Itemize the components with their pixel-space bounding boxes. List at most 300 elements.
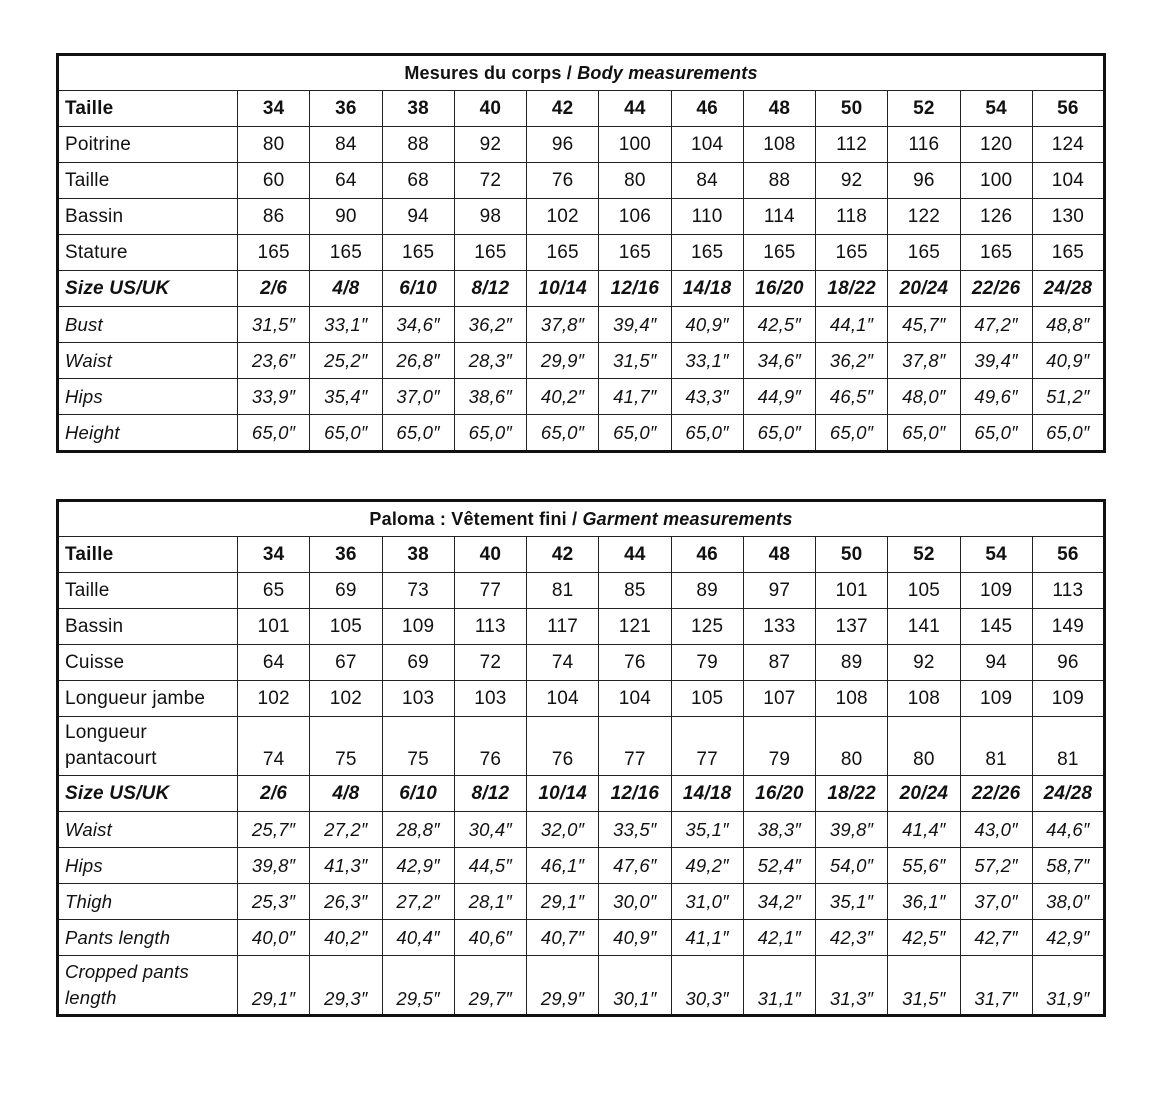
value-cell: 65,0″	[382, 415, 454, 452]
value-cell: 145	[960, 609, 1032, 645]
value-cell: 32,0″	[527, 812, 599, 848]
table-title-en: Garment measurements	[582, 508, 793, 529]
value-cell: 41,3″	[310, 848, 382, 884]
value-cell: 65	[238, 573, 310, 609]
value-cell: 34,6″	[743, 343, 815, 379]
value-cell: 65,0″	[310, 415, 382, 452]
value-cell: 39,8″	[238, 848, 310, 884]
value-cell: 31,5″	[599, 343, 671, 379]
value-cell: 64	[238, 645, 310, 681]
size-cell: 12/16	[599, 271, 671, 307]
value-cell: 117	[527, 609, 599, 645]
value-cell: 72	[454, 645, 526, 681]
value-cell: 108	[743, 127, 815, 163]
value-cell: 104	[1032, 163, 1104, 199]
value-cell: 49,6″	[960, 379, 1032, 415]
size-cell: 56	[1032, 91, 1104, 127]
value-cell: 35,1″	[671, 812, 743, 848]
value-cell: 40,7″	[527, 920, 599, 956]
body-measurements-table	[56, 53, 1106, 453]
value-cell: 103	[454, 681, 526, 717]
value-cell: 58,7″	[1032, 848, 1104, 884]
value-cell: 30,1″	[599, 956, 671, 1016]
value-cell: 94	[960, 645, 1032, 681]
value-cell: 40,4″	[382, 920, 454, 956]
value-cell: 110	[671, 199, 743, 235]
row-label: Bust	[58, 307, 238, 343]
value-cell: 44,5″	[454, 848, 526, 884]
value-cell: 165	[599, 235, 671, 271]
value-cell: 98	[454, 199, 526, 235]
row-label: Taille	[58, 537, 238, 573]
value-cell: 108	[816, 681, 888, 717]
value-cell: 40,2″	[310, 920, 382, 956]
size-cell: 54	[960, 537, 1032, 573]
value-cell: 80	[888, 717, 960, 776]
value-cell: 80	[238, 127, 310, 163]
value-cell: 41,7″	[599, 379, 671, 415]
value-cell: 42,1″	[743, 920, 815, 956]
value-cell: 42,9″	[382, 848, 454, 884]
table-row	[58, 717, 1105, 776]
value-cell: 40,2″	[527, 379, 599, 415]
row-label: Stature	[58, 235, 238, 271]
value-cell: 126	[960, 199, 1032, 235]
value-cell: 114	[743, 199, 815, 235]
row-label: Waist	[58, 343, 238, 379]
size-cell: 4/8	[310, 271, 382, 307]
value-cell: 55,6″	[888, 848, 960, 884]
size-cell: 46	[671, 537, 743, 573]
size-cell: 10/14	[527, 776, 599, 812]
value-cell: 29,1″	[527, 884, 599, 920]
value-cell: 40,9″	[1032, 343, 1104, 379]
row-label: Waist	[58, 812, 238, 848]
value-cell: 165	[1032, 235, 1104, 271]
size-cell: 10/14	[527, 271, 599, 307]
value-cell: 105	[671, 681, 743, 717]
value-cell: 97	[743, 573, 815, 609]
value-cell: 87	[743, 645, 815, 681]
value-cell: 45,7″	[888, 307, 960, 343]
value-cell: 109	[1032, 681, 1104, 717]
value-cell: 102	[527, 199, 599, 235]
value-cell: 96	[1032, 645, 1104, 681]
value-cell: 77	[454, 573, 526, 609]
size-cell: 48	[743, 537, 815, 573]
size-cell: 36	[310, 537, 382, 573]
row-label: Taille	[58, 573, 238, 609]
value-cell: 121	[599, 609, 671, 645]
row-label: Size US/UK	[58, 271, 238, 307]
value-cell: 34,6″	[382, 307, 454, 343]
value-cell: 60	[238, 163, 310, 199]
value-cell: 74	[527, 645, 599, 681]
value-cell: 120	[960, 127, 1032, 163]
value-cell: 37,0″	[960, 884, 1032, 920]
value-cell: 165	[454, 235, 526, 271]
value-cell: 84	[671, 163, 743, 199]
value-cell: 81	[1032, 717, 1104, 776]
row-label: Taille	[58, 91, 238, 127]
table-title-fr: Mesures du corps /	[404, 62, 578, 83]
value-cell: 73	[382, 573, 454, 609]
value-cell: 33,9″	[238, 379, 310, 415]
row-label: Poitrine	[58, 127, 238, 163]
value-cell: 105	[888, 573, 960, 609]
value-cell: 80	[816, 717, 888, 776]
row-label: Cuisse	[58, 645, 238, 681]
value-cell: 31,3″	[816, 956, 888, 1016]
table-title-en: Body measurements	[577, 62, 758, 83]
table-row	[58, 343, 1105, 379]
size-cell: 8/12	[454, 271, 526, 307]
size-cell: 42	[527, 91, 599, 127]
value-cell: 130	[1032, 199, 1104, 235]
table-row	[58, 956, 1105, 1016]
value-cell: 112	[816, 127, 888, 163]
value-cell: 76	[527, 717, 599, 776]
value-cell: 67	[310, 645, 382, 681]
size-cell: 34	[238, 537, 310, 573]
value-cell: 23,6″	[238, 343, 310, 379]
value-cell: 57,2″	[960, 848, 1032, 884]
value-cell: 76	[599, 645, 671, 681]
size-cell: 54	[960, 91, 1032, 127]
table-row	[58, 573, 1105, 609]
value-cell: 108	[888, 681, 960, 717]
value-cell: 106	[599, 199, 671, 235]
value-cell: 41,1″	[671, 920, 743, 956]
table-row	[58, 127, 1105, 163]
size-cell: 8/12	[454, 776, 526, 812]
value-cell: 27,2″	[382, 884, 454, 920]
value-cell: 165	[816, 235, 888, 271]
value-cell: 88	[382, 127, 454, 163]
size-cell: 52	[888, 537, 960, 573]
value-cell: 29,5″	[382, 956, 454, 1016]
value-cell: 37,8″	[888, 343, 960, 379]
value-cell: 101	[238, 609, 310, 645]
value-cell: 79	[671, 645, 743, 681]
value-cell: 43,0″	[960, 812, 1032, 848]
value-cell: 46,1″	[527, 848, 599, 884]
size-cell: 44	[599, 537, 671, 573]
value-cell: 30,4″	[454, 812, 526, 848]
row-label: Height	[58, 415, 238, 452]
value-cell: 105	[310, 609, 382, 645]
value-cell: 31,0″	[671, 884, 743, 920]
value-cell: 65,0″	[743, 415, 815, 452]
value-cell: 27,2″	[310, 812, 382, 848]
table-row	[58, 681, 1105, 717]
value-cell: 54,0″	[816, 848, 888, 884]
size-cell: 14/18	[671, 776, 743, 812]
value-cell: 35,4″	[310, 379, 382, 415]
table-row	[58, 848, 1105, 884]
garment-measurements-body	[58, 501, 1105, 1016]
value-cell: 26,8″	[382, 343, 454, 379]
table-row	[58, 884, 1105, 920]
value-cell: 33,1″	[671, 343, 743, 379]
size-cell: 2/6	[238, 271, 310, 307]
value-cell: 41,4″	[888, 812, 960, 848]
body-measurements-body	[58, 55, 1105, 452]
value-cell: 81	[527, 573, 599, 609]
table-row	[58, 199, 1105, 235]
table-row	[58, 812, 1105, 848]
value-cell: 26,3″	[310, 884, 382, 920]
size-cell: 38	[382, 91, 454, 127]
value-cell: 165	[960, 235, 1032, 271]
value-cell: 96	[888, 163, 960, 199]
value-cell: 37,8″	[527, 307, 599, 343]
value-cell: 113	[1032, 573, 1104, 609]
value-cell: 42,5″	[888, 920, 960, 956]
value-cell: 77	[599, 717, 671, 776]
value-cell: 89	[816, 645, 888, 681]
size-cell: 14/18	[671, 271, 743, 307]
value-cell: 124	[1032, 127, 1104, 163]
value-cell: 65,0″	[1032, 415, 1104, 452]
table-title	[58, 55, 1105, 91]
size-cell: 40	[454, 537, 526, 573]
value-cell: 76	[527, 163, 599, 199]
row-label: Bassin	[58, 609, 238, 645]
value-cell: 141	[888, 609, 960, 645]
size-cell: 42	[527, 537, 599, 573]
value-cell: 65,0″	[671, 415, 743, 452]
size-cell: 6/10	[382, 776, 454, 812]
size-cell: 44	[599, 91, 671, 127]
value-cell: 92	[454, 127, 526, 163]
value-cell: 65,0″	[527, 415, 599, 452]
value-cell: 101	[816, 573, 888, 609]
value-cell: 44,6″	[1032, 812, 1104, 848]
garment-measurements-table	[56, 499, 1106, 1017]
table-row	[58, 307, 1105, 343]
value-cell: 47,6″	[599, 848, 671, 884]
value-cell: 69	[310, 573, 382, 609]
value-cell: 43,3″	[671, 379, 743, 415]
value-cell: 75	[382, 717, 454, 776]
value-cell: 28,1″	[454, 884, 526, 920]
table-row	[58, 235, 1105, 271]
row-label: Cropped pants length	[58, 956, 238, 1016]
value-cell: 35,1″	[816, 884, 888, 920]
value-cell: 85	[599, 573, 671, 609]
value-cell: 47,2″	[960, 307, 1032, 343]
table-row	[58, 163, 1105, 199]
value-cell: 30,3″	[671, 956, 743, 1016]
value-cell: 64	[310, 163, 382, 199]
value-cell: 77	[671, 717, 743, 776]
size-cell: 2/6	[238, 776, 310, 812]
value-cell: 165	[671, 235, 743, 271]
row-label: Size US/UK	[58, 776, 238, 812]
value-cell: 49,2″	[671, 848, 743, 884]
value-cell: 48,8″	[1032, 307, 1104, 343]
value-cell: 109	[960, 573, 1032, 609]
value-cell: 84	[310, 127, 382, 163]
size-cell: 46	[671, 91, 743, 127]
value-cell: 86	[238, 199, 310, 235]
size-cell: 12/16	[599, 776, 671, 812]
value-cell: 125	[671, 609, 743, 645]
value-cell: 65,0″	[816, 415, 888, 452]
value-cell: 38,3″	[743, 812, 815, 848]
row-label: Hips	[58, 379, 238, 415]
value-cell: 29,3″	[310, 956, 382, 1016]
value-cell: 137	[816, 609, 888, 645]
value-cell: 40,0″	[238, 920, 310, 956]
size-cell: 48	[743, 91, 815, 127]
value-cell: 42,5″	[743, 307, 815, 343]
value-cell: 76	[454, 717, 526, 776]
table-title-row	[58, 55, 1105, 91]
value-cell: 96	[527, 127, 599, 163]
value-cell: 65,0″	[454, 415, 526, 452]
size-cell: 24/28	[1032, 776, 1104, 812]
value-cell: 75	[310, 717, 382, 776]
row-label: Longueur pantacourt	[58, 717, 238, 776]
value-cell: 109	[382, 609, 454, 645]
value-cell: 28,3″	[454, 343, 526, 379]
value-cell: 165	[238, 235, 310, 271]
value-cell: 38,6″	[454, 379, 526, 415]
table-row	[58, 415, 1105, 452]
value-cell: 34,2″	[743, 884, 815, 920]
value-cell: 36,2″	[816, 343, 888, 379]
value-cell: 30,0″	[599, 884, 671, 920]
value-cell: 65,0″	[238, 415, 310, 452]
value-cell: 28,8″	[382, 812, 454, 848]
table-title-row	[58, 501, 1105, 537]
value-cell: 39,8″	[816, 812, 888, 848]
value-cell: 90	[310, 199, 382, 235]
value-cell: 104	[599, 681, 671, 717]
row-label: Thigh	[58, 884, 238, 920]
value-cell: 122	[888, 199, 960, 235]
value-cell: 102	[238, 681, 310, 717]
size-header-row	[58, 91, 1105, 127]
value-cell: 40,6″	[454, 920, 526, 956]
value-cell: 79	[743, 717, 815, 776]
value-cell: 25,3″	[238, 884, 310, 920]
value-cell: 100	[960, 163, 1032, 199]
value-cell: 29,9″	[527, 956, 599, 1016]
size-cell: 52	[888, 91, 960, 127]
value-cell: 25,7″	[238, 812, 310, 848]
value-cell: 94	[382, 199, 454, 235]
size-header-row	[58, 537, 1105, 573]
value-cell: 165	[743, 235, 815, 271]
value-cell: 116	[888, 127, 960, 163]
value-cell: 29,7″	[454, 956, 526, 1016]
row-label: Bassin	[58, 199, 238, 235]
us-uk-size-row	[58, 271, 1105, 307]
table-title-fr: Paloma : Vêtement fini /	[369, 508, 583, 529]
value-cell: 65,0″	[599, 415, 671, 452]
value-cell: 29,9″	[527, 343, 599, 379]
table-title	[58, 501, 1105, 537]
value-cell: 33,1″	[310, 307, 382, 343]
size-cell: 24/28	[1032, 271, 1104, 307]
size-cell: 34	[238, 91, 310, 127]
value-cell: 37,0″	[382, 379, 454, 415]
value-cell: 165	[527, 235, 599, 271]
value-cell: 80	[599, 163, 671, 199]
value-cell: 88	[743, 163, 815, 199]
value-cell: 40,9″	[599, 920, 671, 956]
table-row	[58, 920, 1105, 956]
row-label: Hips	[58, 848, 238, 884]
value-cell: 104	[527, 681, 599, 717]
size-cell: 20/24	[888, 271, 960, 307]
row-label: Taille	[58, 163, 238, 199]
size-cell: 18/22	[816, 271, 888, 307]
value-cell: 81	[960, 717, 1032, 776]
size-cell: 56	[1032, 537, 1104, 573]
value-cell: 42,7″	[960, 920, 1032, 956]
row-label: Pants length	[58, 920, 238, 956]
value-cell: 48,0″	[888, 379, 960, 415]
value-cell: 92	[888, 645, 960, 681]
value-cell: 149	[1032, 609, 1104, 645]
size-cell: 20/24	[888, 776, 960, 812]
value-cell: 52,4″	[743, 848, 815, 884]
value-cell: 89	[671, 573, 743, 609]
value-cell: 44,9″	[743, 379, 815, 415]
value-cell: 133	[743, 609, 815, 645]
value-cell: 44,1″	[816, 307, 888, 343]
value-cell: 69	[382, 645, 454, 681]
value-cell: 165	[310, 235, 382, 271]
us-uk-size-row	[58, 776, 1105, 812]
size-cell: 4/8	[310, 776, 382, 812]
value-cell: 38,0″	[1032, 884, 1104, 920]
value-cell: 42,9″	[1032, 920, 1104, 956]
table-row	[58, 379, 1105, 415]
value-cell: 113	[454, 609, 526, 645]
value-cell: 100	[599, 127, 671, 163]
value-cell: 31,5″	[888, 956, 960, 1016]
value-cell: 68	[382, 163, 454, 199]
size-cell: 16/20	[743, 776, 815, 812]
value-cell: 72	[454, 163, 526, 199]
value-cell: 102	[310, 681, 382, 717]
value-cell: 74	[238, 717, 310, 776]
value-cell: 29,1″	[238, 956, 310, 1016]
size-cell: 22/26	[960, 776, 1032, 812]
size-cell: 40	[454, 91, 526, 127]
row-label: Longueur jambe	[58, 681, 238, 717]
value-cell: 39,4″	[599, 307, 671, 343]
value-cell: 165	[888, 235, 960, 271]
value-cell: 107	[743, 681, 815, 717]
value-cell: 31,5″	[238, 307, 310, 343]
value-cell: 40,9″	[671, 307, 743, 343]
size-cell: 18/22	[816, 776, 888, 812]
size-cell: 36	[310, 91, 382, 127]
value-cell: 42,3″	[816, 920, 888, 956]
value-cell: 31,9″	[1032, 956, 1104, 1016]
value-cell: 103	[382, 681, 454, 717]
value-cell: 36,1″	[888, 884, 960, 920]
value-cell: 51,2″	[1032, 379, 1104, 415]
value-cell: 31,1″	[743, 956, 815, 1016]
size-cell: 16/20	[743, 271, 815, 307]
